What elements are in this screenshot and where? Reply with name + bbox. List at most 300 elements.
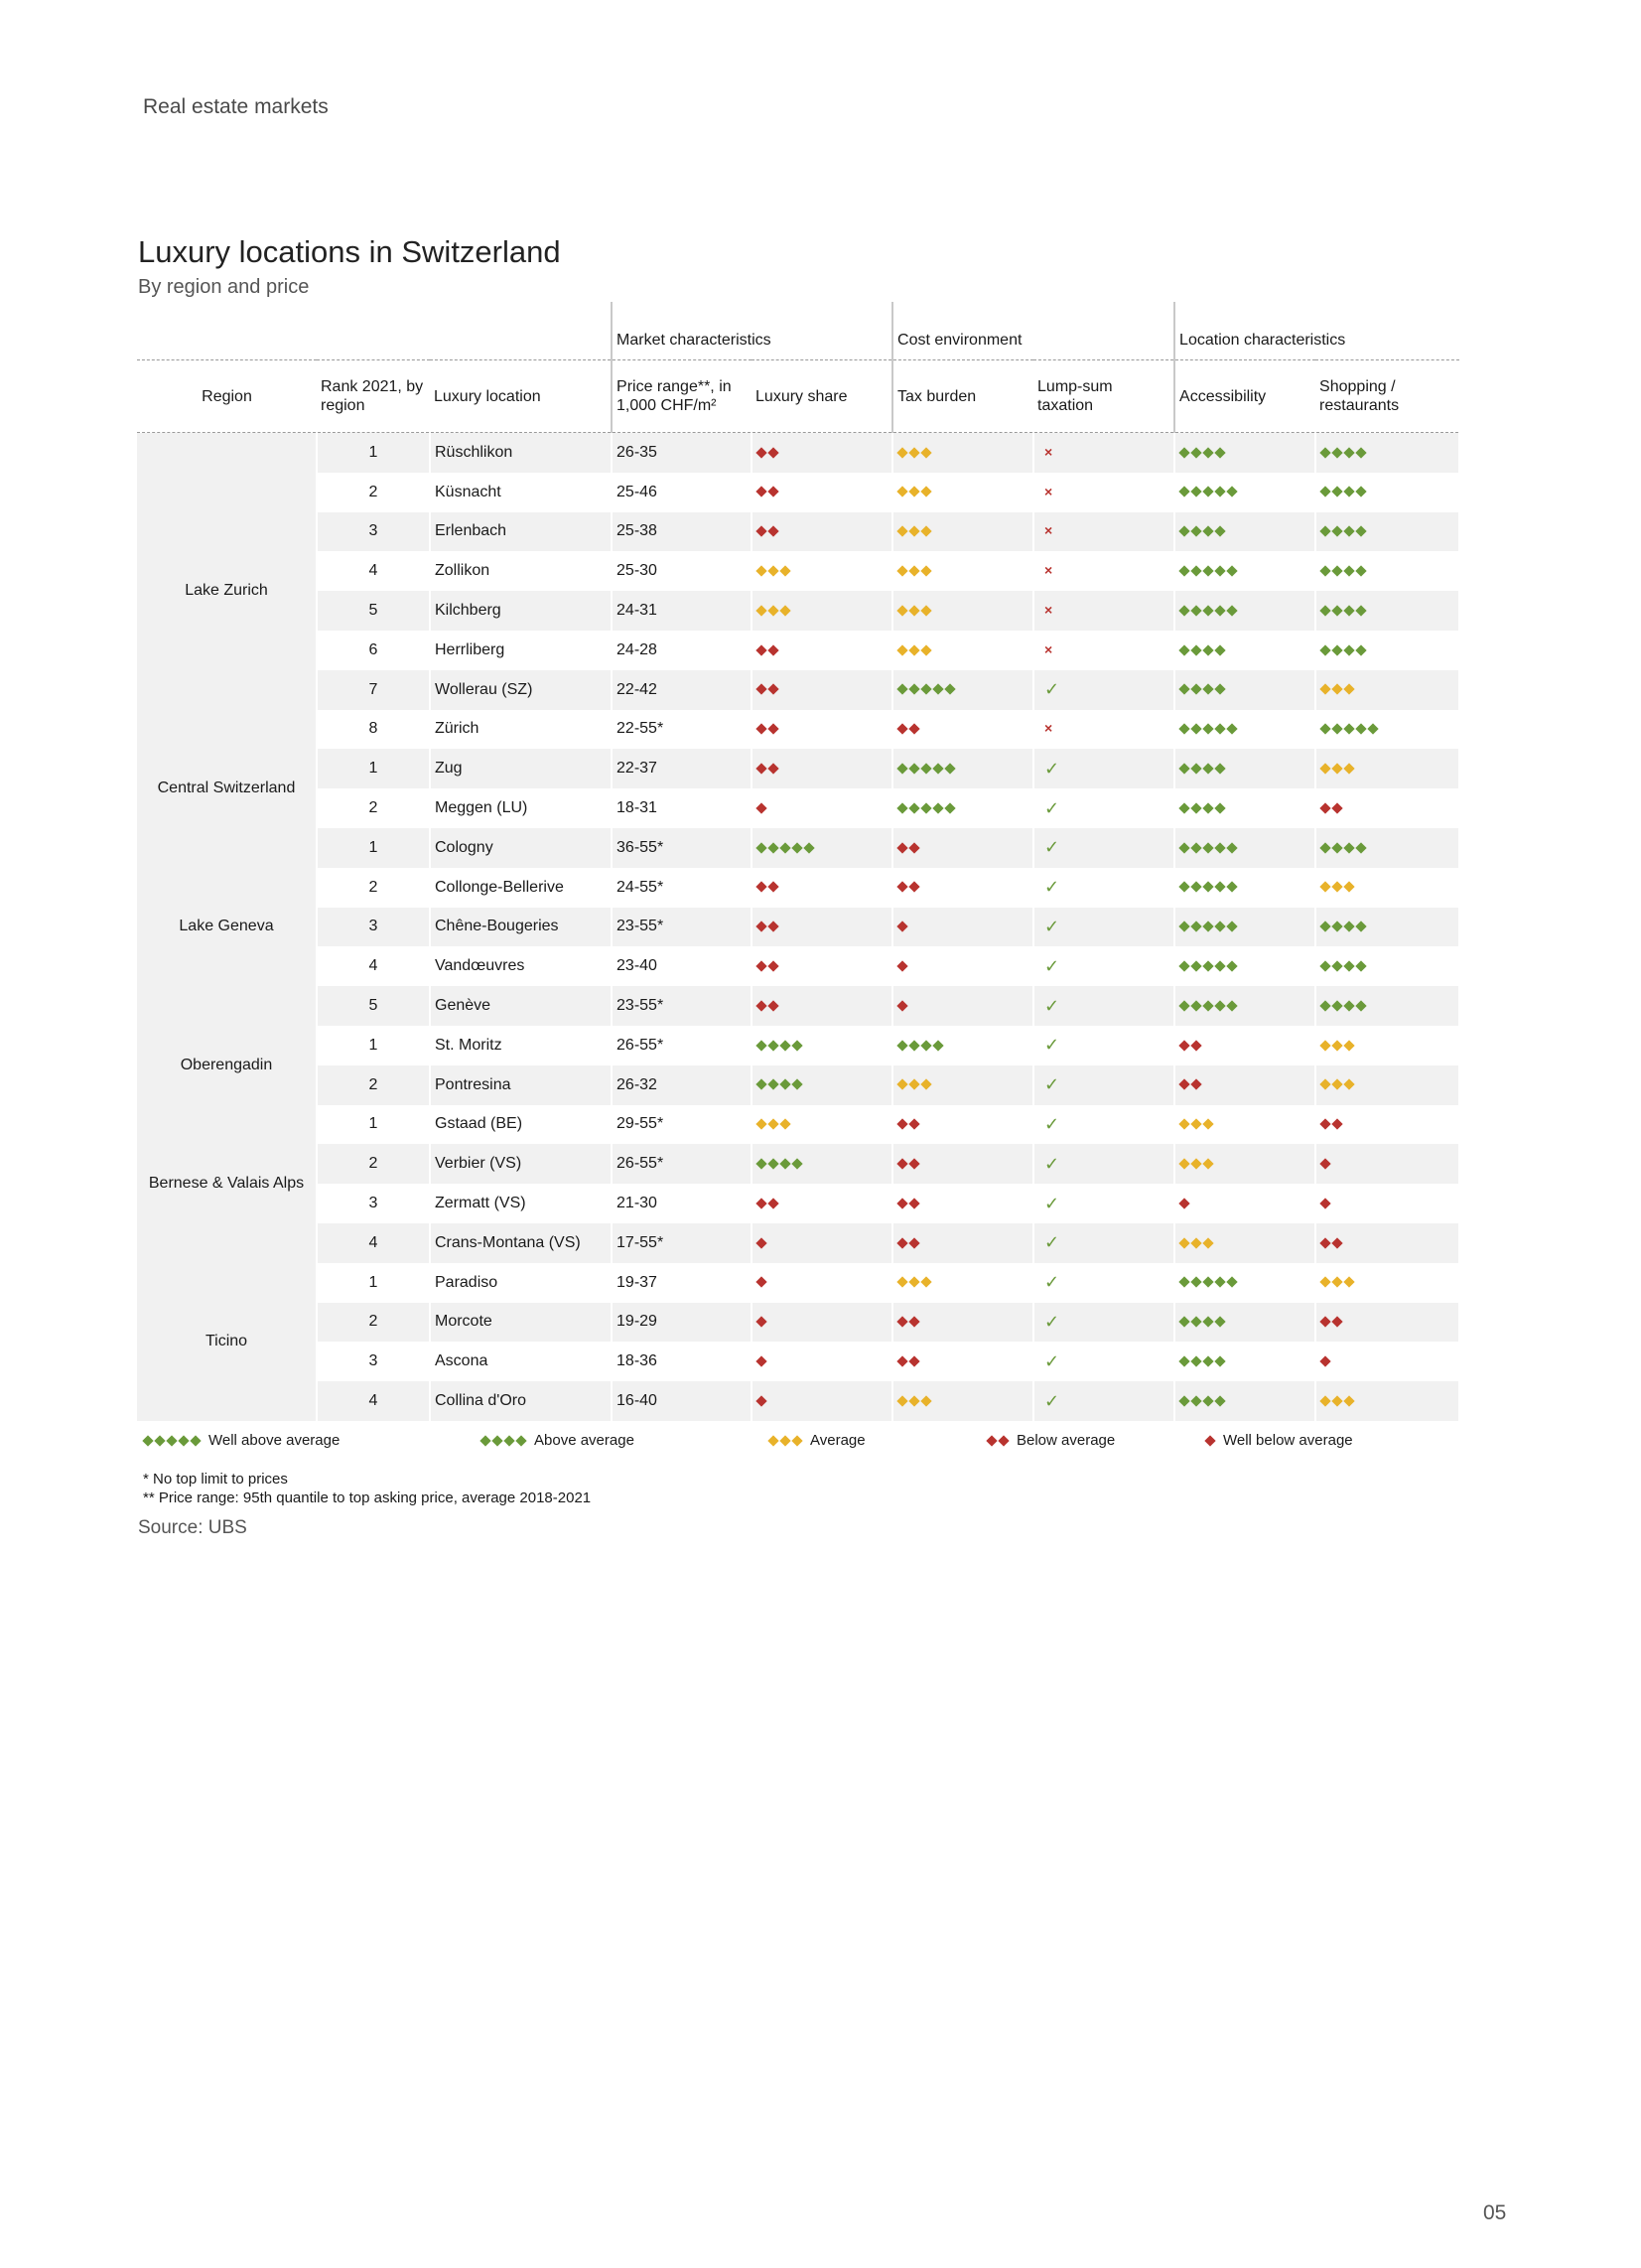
- diamond-icon: [1202, 644, 1213, 655]
- location-cell: Küsnacht: [430, 473, 612, 512]
- diamond-icon: [767, 1435, 778, 1446]
- cross-icon: ×: [1044, 562, 1053, 579]
- shopping-cell: [1315, 551, 1459, 591]
- table-row: [137, 433, 1459, 473]
- diamond-icon: [896, 1000, 907, 1011]
- diamond-icon: [755, 1079, 766, 1090]
- location-cell: Verbier (VS): [430, 1144, 612, 1184]
- luxury-share-cell: [752, 1184, 892, 1223]
- rating-diamonds: [756, 567, 790, 575]
- diamond-icon: [1190, 605, 1201, 616]
- location-cell: Cologny: [430, 828, 612, 868]
- diamond-icon: [1343, 1277, 1354, 1288]
- diamond-icon: [896, 1395, 907, 1406]
- diamond-icon: [178, 1435, 189, 1446]
- lump-sum-cell: [1033, 1303, 1174, 1343]
- diamond-icon: [1214, 724, 1225, 735]
- accessibility-cell: [1174, 1144, 1315, 1184]
- shopping-cell: [1315, 946, 1459, 986]
- price-cell: 23-55*: [612, 986, 752, 1026]
- tax-burden-cell: [892, 1381, 1033, 1421]
- rating-diamonds: [1320, 607, 1366, 615]
- tax-burden-cell: [892, 551, 1033, 591]
- table-row: [137, 591, 1459, 631]
- accessibility-cell: [1174, 868, 1315, 908]
- price-cell: 24-31: [612, 591, 752, 631]
- diamond-icon: [1355, 724, 1366, 735]
- rating-diamonds: [756, 1160, 802, 1168]
- rating-diamonds: [1320, 883, 1354, 891]
- diamond-icon: [755, 960, 766, 971]
- diamond-icon: [1202, 842, 1213, 853]
- luxury-share-cell: [752, 1026, 892, 1065]
- rank-cell: 3: [317, 908, 430, 947]
- luxury-share-cell: [752, 710, 892, 750]
- rating-diamonds: [756, 1200, 778, 1207]
- shopping-cell: [1315, 1223, 1459, 1263]
- diamond-icon: [755, 565, 766, 576]
- lump-sum-cell: [1033, 512, 1174, 552]
- group-cost: Cost environment: [892, 302, 1174, 360]
- rank-cell: 4: [317, 1381, 430, 1421]
- diamond-icon: [767, 1000, 778, 1011]
- rank-cell: 2: [317, 473, 430, 512]
- location-cell: Pontresina: [430, 1065, 612, 1105]
- rank-cell: 2: [317, 1303, 430, 1343]
- group-market: Market characteristics: [612, 302, 892, 360]
- rating-diamonds: [1320, 527, 1366, 535]
- rating-diamonds: [897, 1080, 931, 1088]
- lump-sum-cell: [1033, 1184, 1174, 1223]
- luxury-share-cell: [752, 828, 892, 868]
- diamond-icon: [932, 802, 943, 813]
- diamond-icon: [896, 1198, 907, 1208]
- price-cell: 19-29: [612, 1303, 752, 1343]
- tax-burden-cell: [892, 631, 1033, 670]
- diamond-icon: [1178, 1119, 1189, 1130]
- legend-label: Well above average: [208, 1432, 341, 1449]
- rating-diamonds: [1320, 804, 1342, 812]
- diamond-icon: [1190, 526, 1201, 537]
- diamond-icon: [1319, 1237, 1330, 1248]
- rating-diamonds: [1320, 844, 1366, 852]
- lump-sum-cell: [1033, 1342, 1174, 1381]
- luxury-share-cell: [752, 908, 892, 947]
- diamond-icon: [1202, 1158, 1213, 1169]
- rating-diamonds: [1320, 725, 1378, 733]
- location-cell: Wollerau (SZ): [430, 670, 612, 710]
- shopping-cell: [1315, 512, 1459, 552]
- diamond-icon: [1190, 1000, 1201, 1011]
- cross-icon: ×: [1044, 640, 1053, 657]
- shopping-cell: [1315, 433, 1459, 473]
- diamond-icon: [1190, 1237, 1201, 1248]
- diamond-icon: [1178, 1317, 1189, 1328]
- diamond-icon: [767, 763, 778, 774]
- price-cell: 25-30: [612, 551, 752, 591]
- diamond-icon: [908, 1395, 919, 1406]
- rating-diamonds: [1320, 646, 1366, 654]
- diamond-icon: [1204, 1435, 1215, 1446]
- page-title: Luxury locations in Switzerland: [138, 234, 561, 269]
- rating-diamonds: [1179, 1002, 1237, 1010]
- rating-diamonds: [756, 725, 778, 733]
- diamond-icon: [767, 526, 778, 537]
- diamond-icon: [1178, 1158, 1189, 1169]
- rating-diamonds: [1320, 922, 1366, 930]
- diamond-icon: [767, 1119, 778, 1130]
- diamond-icon: [1343, 763, 1354, 774]
- luxury-share-cell: [752, 512, 892, 552]
- rating-diamonds: [897, 646, 931, 654]
- lump-sum-cell: [1033, 473, 1174, 512]
- price-cell: 18-36: [612, 1342, 752, 1381]
- diamond-icon: [142, 1435, 153, 1446]
- diamond-icon: [1226, 921, 1237, 932]
- source-note: Source: UBS: [138, 1517, 247, 1538]
- diamond-icon: [1319, 447, 1330, 458]
- diamond-icon: [1190, 565, 1201, 576]
- rank-cell: 5: [317, 591, 430, 631]
- rating-diamonds: [1179, 883, 1237, 891]
- diamond-icon: [755, 1237, 766, 1248]
- rank-cell: 2: [317, 1065, 430, 1105]
- region-name: Central Switzerland: [137, 749, 317, 828]
- col-accessibility: Accessibility: [1174, 360, 1315, 433]
- diamond-icon: [779, 605, 790, 616]
- lump-sum-cell: [1033, 828, 1174, 868]
- tax-burden-cell: [892, 749, 1033, 788]
- rank-cell: 8: [317, 710, 430, 750]
- diamond-icon: [908, 487, 919, 497]
- shopping-cell: [1315, 1381, 1459, 1421]
- accessibility-cell: [1174, 1184, 1315, 1223]
- rank-cell: 6: [317, 631, 430, 670]
- diamond-icon: [896, 684, 907, 695]
- diamond-icon: [1202, 1395, 1213, 1406]
- diamond-icon: [1214, 447, 1225, 458]
- shopping-cell: [1315, 1026, 1459, 1065]
- diamond-icon: [1343, 960, 1354, 971]
- diamond-icon: [1343, 842, 1354, 853]
- luxury-share-cell: [752, 1144, 892, 1184]
- diamond-icon: [1319, 684, 1330, 695]
- diamond-icon: [1178, 960, 1189, 971]
- rating-diamonds: [987, 1437, 1009, 1445]
- rating-diamonds: [143, 1437, 201, 1445]
- rating-diamonds: [897, 1160, 919, 1168]
- rank-cell: 4: [317, 946, 430, 986]
- diamond-icon: [896, 1119, 907, 1130]
- price-cell: 22-37: [612, 749, 752, 788]
- diamond-icon: [1202, 526, 1213, 537]
- diamond-icon: [896, 1079, 907, 1090]
- price-cell: 24-55*: [612, 868, 752, 908]
- rating-diamonds: [897, 527, 931, 535]
- rating-diamonds: [897, 567, 931, 575]
- diamond-icon: [1319, 802, 1330, 813]
- lump-sum-cell: [1033, 788, 1174, 828]
- diamond-icon: [1331, 487, 1342, 497]
- diamond-icon: [1343, 1040, 1354, 1051]
- diamond-icon: [1319, 1277, 1330, 1288]
- tax-burden-cell: [892, 1026, 1033, 1065]
- accessibility-cell: [1174, 1303, 1315, 1343]
- check-icon: ✓: [1044, 1074, 1060, 1095]
- diamond-icon: [896, 1237, 907, 1248]
- rank-cell: 2: [317, 868, 430, 908]
- luxury-share-cell: [752, 1105, 892, 1145]
- location-cell: Crans-Montana (VS): [430, 1223, 612, 1263]
- accessibility-cell: [1174, 473, 1315, 512]
- legend-label: Above average: [534, 1432, 634, 1449]
- diamond-icon: [755, 1277, 766, 1288]
- tax-burden-cell: [892, 1342, 1033, 1381]
- rating-diamonds: [756, 1278, 766, 1286]
- col-lump-sum: Lump-sum taxation: [1033, 360, 1174, 433]
- luxury-share-cell: [752, 1381, 892, 1421]
- check-icon: ✓: [1044, 995, 1060, 1016]
- diamond-icon: [767, 724, 778, 735]
- diamond-icon: [791, 1040, 802, 1051]
- diamond-icon: [1319, 605, 1330, 616]
- diamond-icon: [1202, 1277, 1213, 1288]
- lump-sum-cell: [1033, 1144, 1174, 1184]
- diamond-icon: [1190, 802, 1201, 813]
- tax-burden-cell: [892, 710, 1033, 750]
- luxury-share-cell: [752, 433, 892, 473]
- lump-sum-cell: [1033, 631, 1174, 670]
- accessibility-cell: [1174, 591, 1315, 631]
- shopping-cell: [1315, 1342, 1459, 1381]
- diamond-icon: [1319, 1119, 1330, 1130]
- diamond-icon: [920, 1040, 931, 1051]
- diamond-icon: [755, 921, 766, 932]
- diamond-icon: [920, 1277, 931, 1288]
- luxury-share-cell: [752, 946, 892, 986]
- diamond-icon: [1331, 1317, 1342, 1328]
- diamond-icon: [1319, 1040, 1330, 1051]
- check-icon: ✓: [1044, 679, 1060, 700]
- location-cell: Meggen (LU): [430, 788, 612, 828]
- diamond-icon: [154, 1435, 165, 1446]
- lump-sum-cell: [1033, 1065, 1174, 1105]
- diamond-icon: [1214, 842, 1225, 853]
- table-row: [137, 986, 1459, 1026]
- diamond-icon: [908, 1040, 919, 1051]
- diamond-icon: [920, 1395, 931, 1406]
- tax-burden-cell: [892, 788, 1033, 828]
- shopping-cell: [1315, 1184, 1459, 1223]
- lump-sum-cell: [1033, 710, 1174, 750]
- accessibility-cell: [1174, 631, 1315, 670]
- luxury-share-cell: [752, 551, 892, 591]
- cross-icon: ×: [1044, 602, 1053, 619]
- rating-diamonds: [756, 1120, 790, 1128]
- diamond-icon: [1202, 487, 1213, 497]
- diamond-icon: [755, 1040, 766, 1051]
- diamond-icon: [1343, 684, 1354, 695]
- check-icon: ✓: [1044, 1272, 1060, 1293]
- shopping-cell: [1315, 710, 1459, 750]
- diamond-icon: [755, 1317, 766, 1328]
- diamond-icon: [896, 763, 907, 774]
- shopping-cell: [1315, 749, 1459, 788]
- luxury-share-cell: [752, 631, 892, 670]
- diamond-icon: [767, 447, 778, 458]
- diamond-icon: [1355, 526, 1366, 537]
- diamond-icon: [1202, 724, 1213, 735]
- luxury-share-cell: [752, 1223, 892, 1263]
- rating-diamonds: [756, 844, 814, 852]
- diamond-icon: [1331, 724, 1342, 735]
- diamond-icon: [1226, 724, 1237, 735]
- rating-diamonds: [897, 607, 931, 615]
- diamond-icon: [896, 526, 907, 537]
- diamond-icon: [1331, 644, 1342, 655]
- lump-sum-cell: [1033, 749, 1174, 788]
- rating-diamonds: [756, 922, 778, 930]
- diamond-icon: [755, 447, 766, 458]
- price-cell: 16-40: [612, 1381, 752, 1421]
- check-icon: ✓: [1044, 955, 1060, 976]
- table-row: [137, 788, 1459, 828]
- legend-label: Well below average: [1223, 1432, 1353, 1449]
- rating-diamonds: [1320, 449, 1366, 457]
- rating-diamonds: [756, 607, 790, 615]
- rating-diamonds: [1179, 765, 1225, 773]
- diamond-icon: [1178, 1079, 1189, 1090]
- diamond-icon: [932, 1040, 943, 1051]
- diamond-icon: [1355, 921, 1366, 932]
- check-icon: ✓: [1044, 758, 1060, 779]
- accessibility-cell: [1174, 1065, 1315, 1105]
- diamond-icon: [1331, 921, 1342, 932]
- tax-burden-cell: [892, 591, 1033, 631]
- col-shopping: Shopping / restaurants: [1315, 360, 1459, 433]
- shopping-cell: [1315, 868, 1459, 908]
- diamond-icon: [779, 1040, 790, 1051]
- diamond-icon: [908, 724, 919, 735]
- diamond-icon: [767, 882, 778, 893]
- rating-diamonds: [1320, 1357, 1330, 1365]
- diamond-icon: [503, 1435, 514, 1446]
- location-cell: Zürich: [430, 710, 612, 750]
- diamond-icon: [1190, 1119, 1201, 1130]
- diamond-icon: [1214, 763, 1225, 774]
- diamond-icon: [1202, 1355, 1213, 1366]
- rating-diamonds: [1179, 725, 1237, 733]
- diamond-icon: [779, 1079, 790, 1090]
- diamond-icon: [791, 1079, 802, 1090]
- accessibility-cell: [1174, 1105, 1315, 1145]
- diamond-icon: [767, 644, 778, 655]
- accessibility-cell: [1174, 986, 1315, 1026]
- rating-diamonds: [1205, 1437, 1215, 1445]
- diamond-icon: [1190, 447, 1201, 458]
- diamond-icon: [767, 565, 778, 576]
- diamond-icon: [1343, 644, 1354, 655]
- cross-icon: ×: [1044, 443, 1053, 460]
- diamond-icon: [1319, 763, 1330, 774]
- diamond-icon: [944, 802, 955, 813]
- diamond-icon: [908, 1277, 919, 1288]
- price-cell: 18-31: [612, 788, 752, 828]
- rating-diamonds: [1179, 1042, 1201, 1050]
- diamond-icon: [1319, 1355, 1330, 1366]
- rank-cell: 1: [317, 1026, 430, 1065]
- diamond-icon: [908, 526, 919, 537]
- rating-diamonds: [1179, 488, 1237, 496]
- diamond-icon: [1319, 1395, 1330, 1406]
- price-cell: 23-40: [612, 946, 752, 986]
- diamond-icon: [755, 1119, 766, 1130]
- diamond-icon: [1214, 1355, 1225, 1366]
- diamond-icon: [1178, 1277, 1189, 1288]
- table-row: [137, 670, 1459, 710]
- diamond-icon: [1178, 684, 1189, 695]
- legend-item: [768, 1432, 866, 1449]
- rating-diamonds: [1179, 844, 1237, 852]
- diamond-icon: [908, 1198, 919, 1208]
- diamond-icon: [1190, 724, 1201, 735]
- diamond-icon: [1355, 447, 1366, 458]
- cross-icon: ×: [1044, 522, 1053, 539]
- diamond-icon: [920, 565, 931, 576]
- diamond-icon: [1319, 1079, 1330, 1090]
- diamond-icon: [1343, 1395, 1354, 1406]
- diamond-icon: [1178, 802, 1189, 813]
- table-row: [137, 1381, 1459, 1421]
- diamond-icon: [1331, 684, 1342, 695]
- lump-sum-cell: [1033, 433, 1174, 473]
- rating-diamonds: [897, 1042, 943, 1050]
- rating-diamonds: [897, 804, 955, 812]
- tax-burden-cell: [892, 986, 1033, 1026]
- check-icon: ✓: [1044, 1390, 1060, 1411]
- table-row: [137, 1105, 1459, 1145]
- accessibility-cell: [1174, 512, 1315, 552]
- diamond-icon: [1343, 565, 1354, 576]
- diamond-icon: [1331, 882, 1342, 893]
- diamond-icon: [1355, 565, 1366, 576]
- diamond-icon: [1178, 1198, 1189, 1208]
- region-name: Oberengadin: [137, 1026, 317, 1105]
- diamond-icon: [1319, 882, 1330, 893]
- location-cell: Kilchberg: [430, 591, 612, 631]
- diamond-icon: [1214, 802, 1225, 813]
- tax-burden-cell: [892, 512, 1033, 552]
- diamond-icon: [1331, 526, 1342, 537]
- rating-diamonds: [1320, 1080, 1354, 1088]
- diamond-icon: [908, 1237, 919, 1248]
- price-cell: 36-55*: [612, 828, 752, 868]
- rating-diamonds: [1179, 922, 1237, 930]
- rating-diamonds: [1320, 1278, 1354, 1286]
- diamond-icon: [896, 960, 907, 971]
- diamond-icon: [1178, 882, 1189, 893]
- rating-diamonds: [1179, 1357, 1225, 1365]
- diamond-icon: [920, 526, 931, 537]
- price-cell: 26-55*: [612, 1144, 752, 1184]
- page-subtitle: By region and price: [138, 276, 310, 298]
- diamond-icon: [1319, 565, 1330, 576]
- tax-burden-cell: [892, 946, 1033, 986]
- rating-diamonds: [897, 1278, 931, 1286]
- diamond-icon: [1319, 487, 1330, 497]
- col-region: Region: [137, 360, 317, 433]
- group-location: Location characteristics: [1174, 302, 1459, 360]
